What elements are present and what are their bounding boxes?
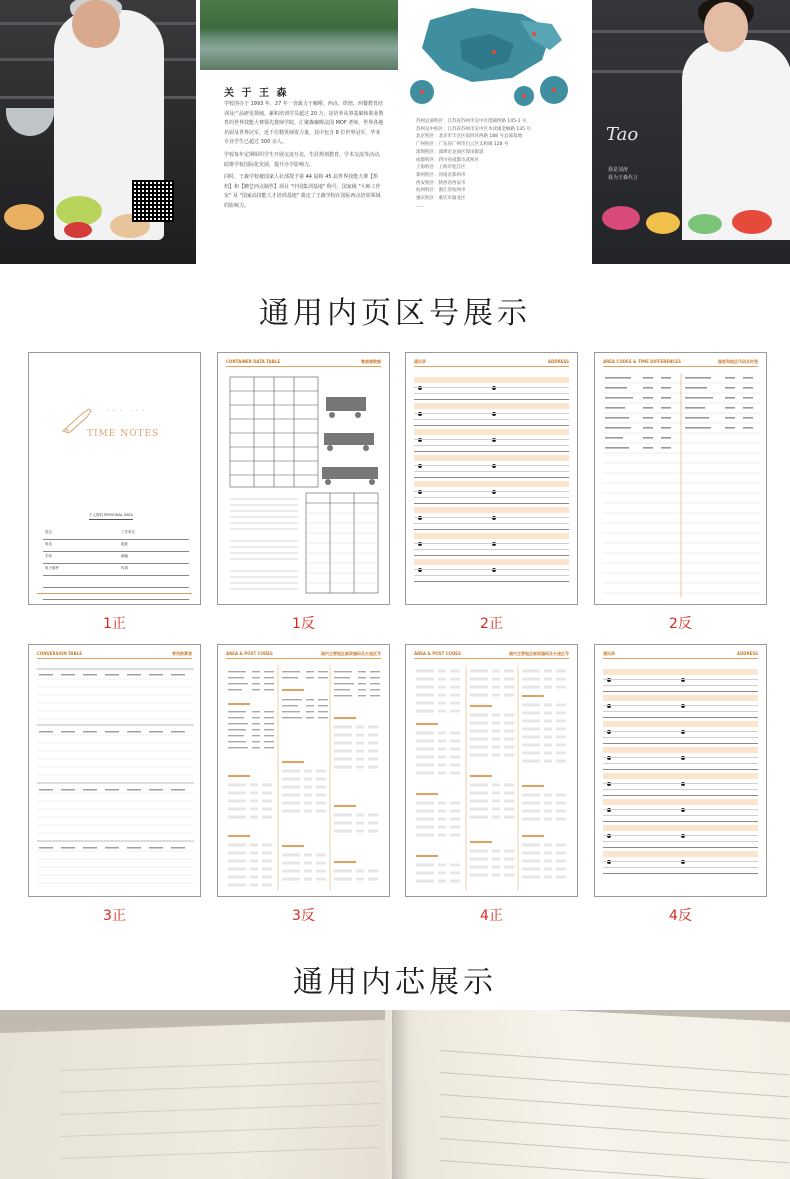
caption-line: 我为王森代言	[608, 175, 639, 181]
conversion-table	[37, 665, 194, 893]
notebook-left-page	[0, 1019, 410, 1179]
lake-photo	[200, 0, 398, 70]
page-header-right: ADDRESS	[547, 359, 569, 364]
page-header-left: AREA & POST CODES	[414, 651, 461, 656]
thumb-caption: 1反	[292, 616, 315, 632]
address-line: 苏州吴中校区：江苏省苏州市吴中区木渎镇金枫路 135 号	[416, 126, 531, 132]
page-header-right: 集装箱数据	[361, 359, 381, 364]
address-line: 上海校区：上海市松江区	[416, 165, 466, 171]
thumb-caption: 4反	[669, 908, 692, 924]
form-label: 手机	[45, 554, 52, 558]
page-header-right: 国内主要地区邮政编码及长途区号	[509, 651, 569, 656]
page-thumb-4-front[interactable]	[405, 644, 578, 897]
form-label: 工作单位	[121, 530, 135, 534]
top-banner	[0, 0, 790, 264]
thumb-caption: 3反	[292, 908, 315, 924]
page-thumb-3-back[interactable]	[217, 644, 390, 897]
page-thumb-1-back[interactable]	[217, 352, 390, 605]
form-label: 邮编	[121, 554, 128, 558]
notebook-gutter	[392, 1010, 416, 1179]
page-header-left: CONVERSION TABLE	[37, 651, 82, 656]
spokesperson-caption	[608, 166, 638, 182]
page-header-left: 通讯录	[414, 359, 426, 364]
thumb-caption: 1正	[103, 616, 126, 632]
container-table	[226, 375, 383, 600]
caption-line: 我是刘涛	[608, 167, 629, 173]
thumb-caption: 3正	[103, 908, 126, 924]
about-card	[200, 0, 398, 264]
thumb-caption: 2反	[669, 616, 692, 632]
page-thumb-2-front[interactable]	[405, 352, 578, 605]
address-line: 杭州校区：浙江省杭州市	[416, 188, 466, 194]
area-code-table	[414, 665, 571, 893]
page-thumb-3-front[interactable]	[28, 644, 201, 897]
form-label: 传真	[121, 566, 128, 570]
page-thumb-2-back[interactable]	[594, 352, 767, 605]
address-line: 苏州总部校区：江苏省苏州市吴中区澄湖西路 145-1 号	[416, 119, 527, 124]
school-map	[402, 0, 588, 110]
page-thumb-4-back[interactable]	[594, 644, 767, 897]
notebook-core-photo	[0, 1010, 790, 1179]
about-text	[224, 100, 384, 215]
personal-data-title: 个人资料 PERSONAL DATA	[89, 513, 133, 520]
spokesperson-photo	[592, 0, 790, 264]
page-thumb-1-front[interactable]	[28, 352, 201, 605]
form-label: 地址	[121, 542, 128, 546]
about-title: 关 于 王 森	[224, 88, 289, 99]
page-header-left: AREA & POST CODES	[226, 651, 273, 656]
decorative-dots: ·◦· ·◦·	[107, 407, 148, 415]
map-card	[402, 0, 588, 264]
address-line: 北京校区：北京市丰台区南四环西路 188 号总部基地	[416, 134, 522, 140]
personal-data-form	[43, 528, 189, 600]
brand-text: TIME NOTES	[87, 429, 160, 439]
page-header-right: 国内主要地区邮政编码及长途区号	[321, 651, 381, 656]
signature: Tao	[606, 124, 639, 145]
address-line: 广州校区：广东省广州市白云区太和镇 128 号	[416, 142, 509, 148]
mixing-bowl-icon	[6, 108, 54, 136]
form-label: 电话	[45, 542, 52, 546]
page-header-left: CONTAINER DATA TABLE	[226, 359, 281, 364]
address-line: 成都校区：四川省成都市武侯区	[416, 157, 479, 163]
school-address-list	[416, 118, 580, 210]
about-paragraph: 学校每年定期组织学生开展交流互访，生涯规划教育，学术交流等活动，助推学校国际化发展，提升办学影响力。	[224, 151, 385, 168]
page-header-right: 常用换算表	[172, 651, 192, 656]
qr-code	[132, 180, 174, 222]
address-line: 西安校区：陕西省西安市	[416, 180, 466, 186]
page-header-left: 通讯录	[603, 651, 615, 656]
thumb-caption: 2正	[480, 616, 503, 632]
form-label: 姓名	[45, 530, 52, 534]
about-paragraph: 学校创办于 1993 年，27 年一直致力于咖啡、西点、烘焙、西餐教育培训及产品研发领域。累积培训学员超过 20 万，是培养从事基础和职业教育的世界技能大赛领先教师学院。汇聚森咖啡法国 MOF 老师，世界各地名厨及世界冠军，近千位精英师资力量，其中包含 8 位世界冠军，毕业专业学生已超过 300 余人。	[224, 101, 384, 146]
page-header-left: AREA CODES & TIME DIFFERENCES	[603, 359, 681, 364]
chef-photo	[0, 0, 196, 264]
section-title-core: 通用内芯展示	[293, 965, 497, 1000]
address-line: 重庆校区：重庆市渝北区	[416, 196, 466, 202]
about-paragraph: 同时，王森学校被国家人社部授予第 44 届和 45 届世界技能大赛【烘焙】和【糖艺西点制作】项目 "中国集训基地" 称号，国家级 "大师工作室" 及 "国家高技能人才培训基地" 奠定了王森学校在国际西点培训领域的影响力。	[224, 174, 381, 209]
thumb-caption: 4正	[480, 908, 503, 924]
page-header-right: ADDRESS	[736, 651, 758, 656]
address-line: ......	[416, 203, 425, 209]
address-line: 郑州校区：河南省郑州市	[416, 172, 466, 178]
form-label: 电子邮件	[45, 566, 59, 570]
address-line: 深圳校区：深圳市龙岗区坂田街道	[416, 149, 484, 155]
page-header-right: 国家和地区代码及时差	[718, 359, 758, 364]
timezone-table	[603, 373, 760, 601]
area-code-table	[226, 665, 383, 893]
section-title-inner-pages: 通用内页区号展示	[259, 296, 531, 331]
